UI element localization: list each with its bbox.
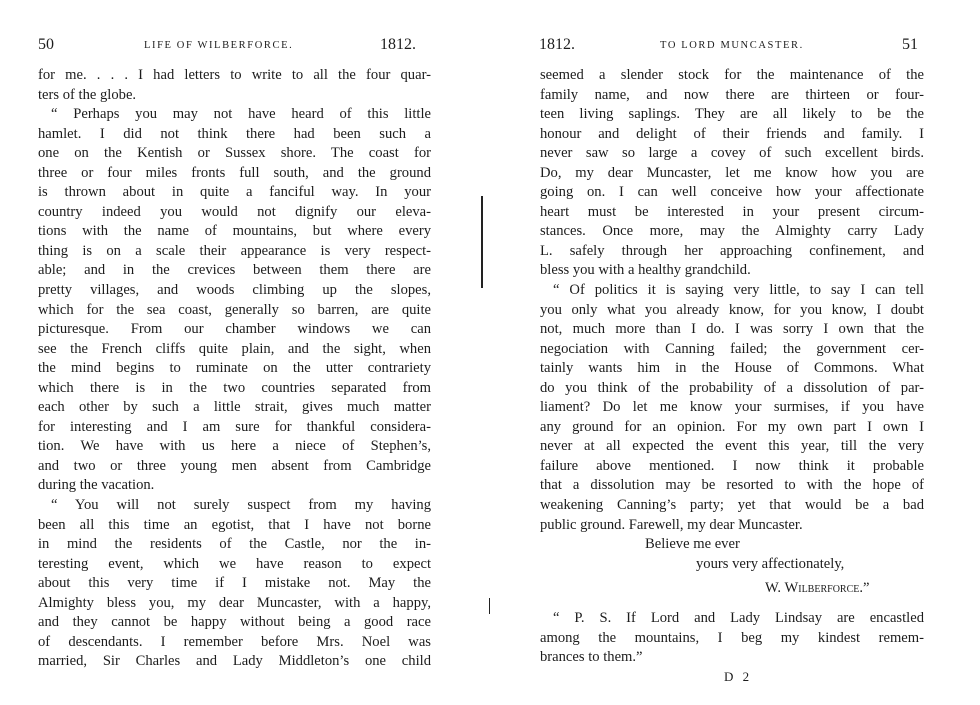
text-line: teresting event, which we have reason to expect xyxy=(38,555,431,572)
right-page-body xyxy=(540,66,924,535)
page-number-right: 51 xyxy=(902,36,918,53)
text-line: any ground for an opinion. For my own part I own I xyxy=(540,418,924,435)
text-line: that a dissolution may be resorted to with the hope of xyxy=(540,477,924,494)
text-line: which there is in the two countries separated from xyxy=(38,379,431,396)
text-line: tions with the name of mountains, but where every xyxy=(38,223,431,240)
signature: W. Wilberforce.” xyxy=(765,580,870,596)
text-line: and two or three young men absent from Cambridge xyxy=(38,457,431,474)
postscript xyxy=(540,609,924,668)
text-line: “ Perhaps you may not have heard of this little xyxy=(51,106,431,123)
text-line: teen living saplings. They are all likely to be the xyxy=(540,106,924,123)
year-right: 1812. xyxy=(539,36,575,53)
text-line: of descendants. I remember before Mrs. Noel was xyxy=(38,633,431,650)
text-line: “ You will not surely suspect from my having xyxy=(51,497,431,514)
text-line: never saw so large a covey of such excellent birds. xyxy=(540,145,924,162)
text-line: country indeed you would not dignify our eleva- xyxy=(38,203,431,220)
text-line: hamlet. I did not think there had been such a xyxy=(38,125,431,142)
text-line: not, much more than I do. I was sorry I own that the xyxy=(540,321,924,338)
text-line: able; and in the crevices between them there are xyxy=(38,262,431,279)
closing-line: Believe me ever xyxy=(645,536,740,552)
text-line: “ P. S. If Lord and Lady Lindsay are encastled xyxy=(553,610,924,626)
text-line: each other by such a little strait, gives much matter xyxy=(38,399,431,416)
text-line: honour and delight of their friends and family. I xyxy=(540,125,924,142)
text-line: you only what you already know, for you know, I doubt xyxy=(540,301,924,318)
text-line: been all this time an egotist, that I have not borne xyxy=(38,516,431,533)
text-line: see the French cliffs quite plain, and the sight, when xyxy=(38,340,431,357)
signature-mark: D 2 xyxy=(724,669,753,684)
text-line: one on the Kentish or Sussex shore. The coast for xyxy=(38,145,431,162)
text-line: failure above mentioned. I now think it probable xyxy=(540,457,924,474)
text-line: L. safely through her approaching confinement, and xyxy=(540,242,924,259)
text-line: weakening Canning’s party; yet that would be a bad xyxy=(540,497,924,514)
running-title-left: LIFE OF WILBERFORCE. xyxy=(144,40,294,51)
text-line: which for the sea coast, generally so barren, are quite xyxy=(38,301,431,318)
page-number-left: 50 xyxy=(38,36,54,53)
running-title-right: TO LORD MUNCASTER. xyxy=(660,40,804,51)
text-line: pretty villages, and woods climbing up the slopes, xyxy=(38,282,431,299)
text-line: heart must be interested in your present circum- xyxy=(540,203,924,220)
text-line: thing is on a scale their appearance is very respect- xyxy=(38,242,431,259)
left-page-body xyxy=(38,66,431,672)
right-page xyxy=(490,0,980,705)
text-line: tion. We have with us here a niece of Stephen’s, xyxy=(38,438,431,455)
text-line: bless you with a healthy grandchild. xyxy=(540,262,751,279)
text-line: and they cannot be happy without being a good race xyxy=(38,614,431,631)
text-line: tainly wants him in the House of Commons. What xyxy=(540,360,924,377)
left-page-header xyxy=(0,36,490,58)
gutter-shadow-mark xyxy=(481,196,483,288)
text-line: public ground. Farewell, my dear Muncaster. xyxy=(540,516,803,533)
text-line: stances. Once more, may the Almighty carry Lady xyxy=(540,223,924,240)
text-line: picturesque. From our chamber windows we can xyxy=(38,321,431,338)
text-line: negociation with Canning failed; the government cer- xyxy=(540,340,924,357)
text-line: among the mountains, I beg my kindest remem- xyxy=(540,629,924,646)
text-line: going on. I can well conceive how your affectionate xyxy=(540,184,924,201)
text-line: for interesting and I am sure for thankful considera- xyxy=(38,418,431,435)
text-line: do you think of the probability of a dissolution of par- xyxy=(540,379,924,396)
year-left: 1812. xyxy=(380,36,416,53)
text-line: the mind begins to ruminate on the utter contrariety xyxy=(38,360,431,377)
text-line: during the vacation. xyxy=(38,477,155,494)
text-line: for me. . . . I had letters to write to all the four quar- xyxy=(38,67,431,83)
text-line: brances to them.” xyxy=(540,649,643,666)
closing-line-2: yours very affectionately, xyxy=(696,556,845,572)
text-line: family name, and now there are thirteen or four- xyxy=(540,86,924,103)
text-line: three or four miles fronts full south, and the ground xyxy=(38,164,431,181)
text-line: seemed a slender stock for the maintenance of the xyxy=(540,67,924,83)
text-line: married, Sir Charles and Lady Middleton’s one child xyxy=(38,653,431,670)
text-line: in mind the residents of the Castle, nor the in- xyxy=(38,536,431,553)
text-line: liament? Do let me know your surmises, if you have xyxy=(540,399,924,416)
text-line: ters of the globe. xyxy=(38,86,137,103)
text-line: about this very time if I mistake not. May the xyxy=(38,575,431,592)
text-line: “ Of politics it is saying very little, to say I can tell xyxy=(553,282,924,299)
right-page-header xyxy=(490,36,980,58)
text-line: Do, my dear Muncaster, let me know how you are xyxy=(540,164,924,181)
text-line: is thrown about in quite a fanciful way. In your xyxy=(38,184,431,201)
text-line: Almighty bless you, my dear Muncaster, with a happy, xyxy=(38,594,431,611)
text-line: never at all expected the event this year, till the very xyxy=(540,438,924,455)
